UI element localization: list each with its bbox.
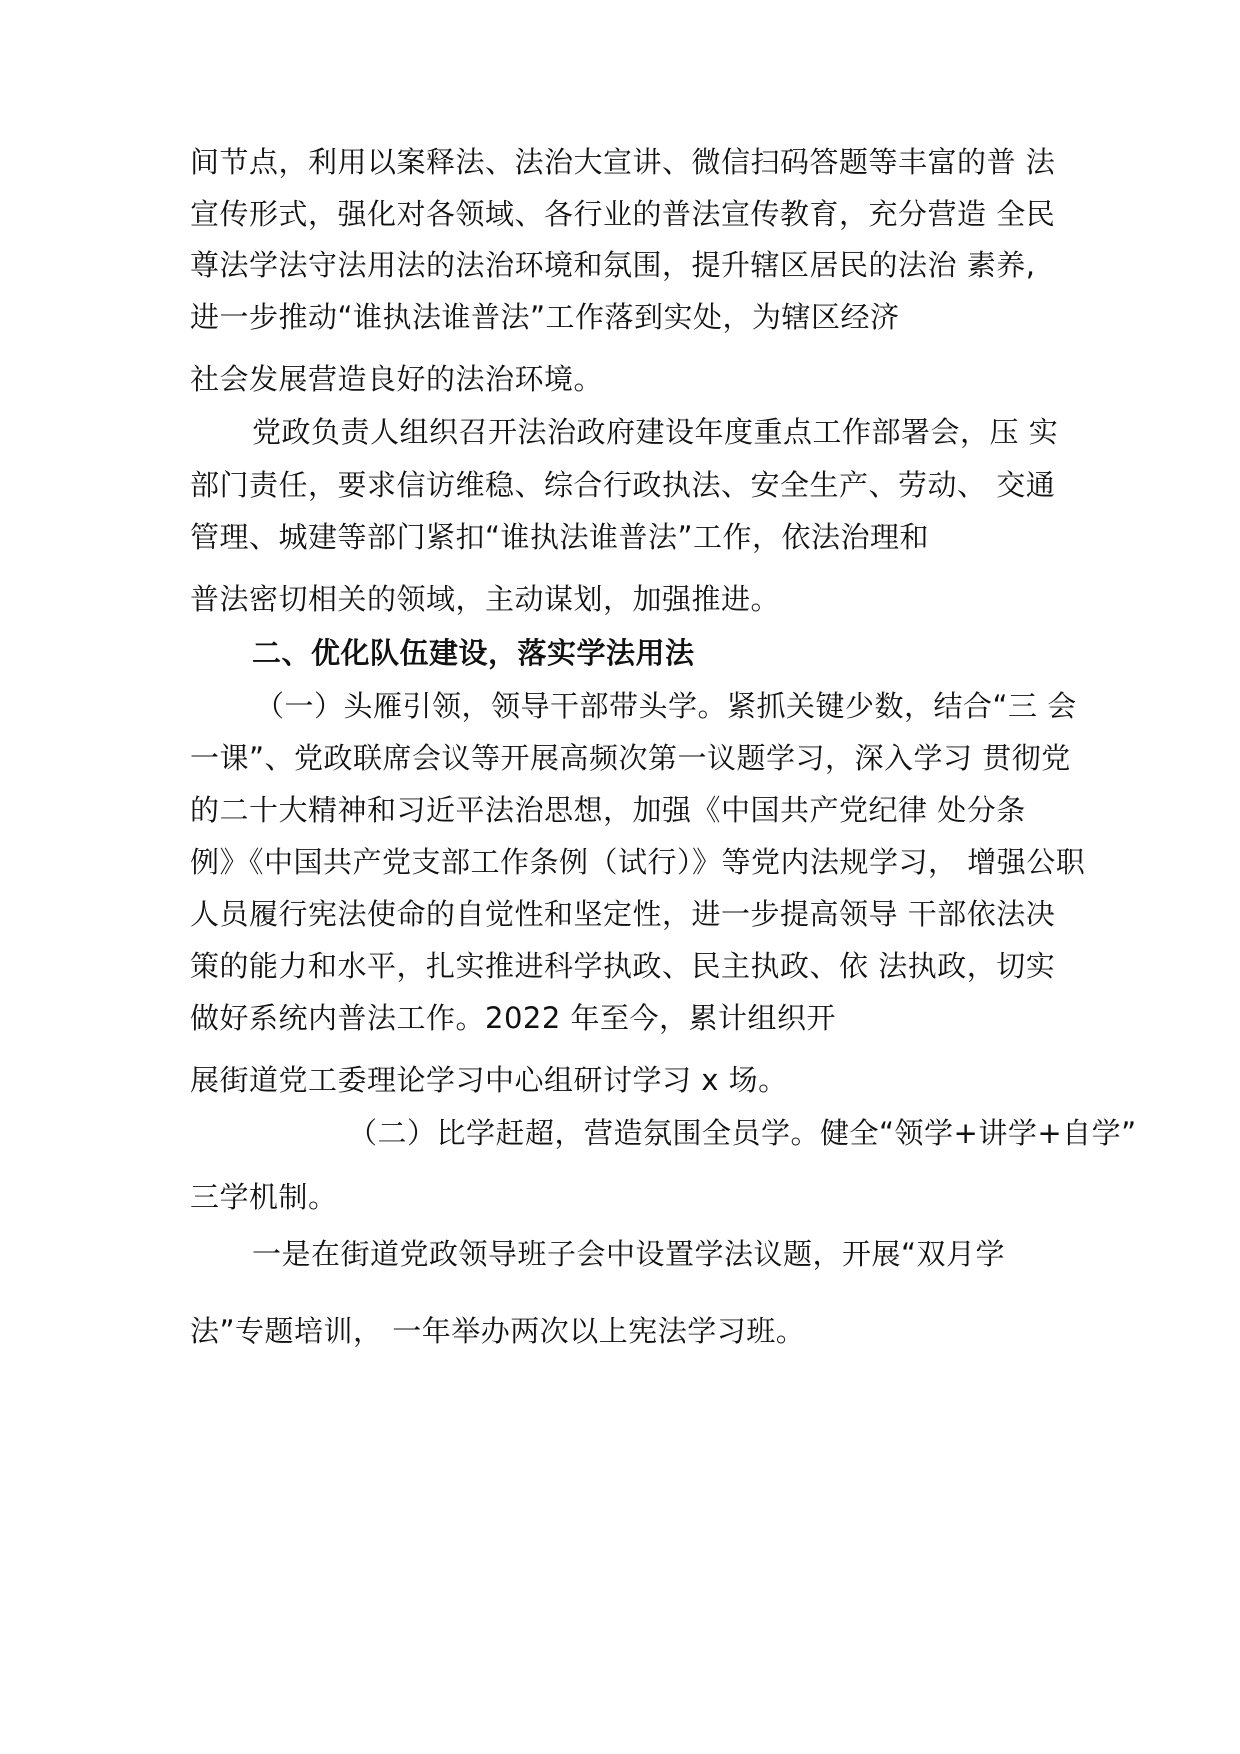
paragraph-line-12: 的二十大精神和习近平法治思想，加强《中国共产党纪律 处分条 — [190, 793, 1026, 827]
paragraph-line-15: 策的能力和水平，扎实推进科学执政、民主执政、依 法执政，切实 — [190, 949, 1056, 983]
paragraph-line-16: 做好系统内普法工作。2022 年至今，累计组织开 — [190, 1001, 837, 1035]
paragraph-line-11: 一课”、党政联席会议等开展高频次第一议题学习，深入学习 贯彻党 — [190, 741, 1071, 775]
paragraph-line-8: 管理、城建等部门紧扣“谁执法谁普法”工作，依法治理和 — [190, 520, 930, 554]
paragraph-line-17: 展街道党工委理论学习中心组研讨学习 x 场。 — [190, 1063, 788, 1097]
paragraph-line-7: 部门责任，要求信访维稳、综合行政执法、安全生产、劳动、 交通 — [190, 468, 1056, 502]
section-heading: 二、优化队伍建设，落实学法用法 — [252, 636, 695, 670]
paragraph-line-5: 社会发展营造良好的法治环境。 — [190, 362, 604, 396]
paragraph-line-2: 宣传形式，强化对各领域、各行业的普法宣传教育，充分营造 全民 — [190, 197, 1056, 231]
paragraph-line-3: 尊法学法守法用法的法治环境和氛围，提升辖区居民的法治 素养, — [190, 248, 1036, 282]
paragraph-line-9: 普法密切相关的领域，主动谋划，加强推进。 — [190, 582, 781, 616]
paragraph-line-4: 进一步推动“谁执法谁普法”工作落到实处，为辖区经济 — [190, 300, 900, 334]
paragraph-line-10: （一）头雁引领，领导干部带头学。紧抓关键少数，结合“三 会 — [255, 689, 1077, 723]
paragraph-line-14: 人员履行宪法使命的自觉性和坚定性，进一步提高领导 干部依法决 — [190, 897, 1056, 931]
paragraph-line-21: 法”专题培训， 一年举办两次以上宪法学习班。 — [190, 1314, 806, 1348]
paragraph-line-20: 一是在街道党政领导班子会中设置学法议题，开展“双月学 — [252, 1237, 1006, 1271]
paragraph-line-1: 间节点，利用以案释法、法治大宣讲、微信扫码答题等丰富的普 法 — [190, 145, 1056, 179]
paragraph-line-13: 例》《中国共产党支部工作条例（试行）》等党内法规学习， 增强公职 — [190, 845, 1086, 879]
paragraph-line-19: 三学机制。 — [190, 1180, 338, 1214]
paragraph-line-6: 党政负责人组织召开法治政府建设年度重点工作部署会，压 实 — [252, 415, 1059, 449]
paragraph-line-18: （二）比学赶超，营造氛围全员学。健全“领学+讲学+自学” — [348, 1116, 1137, 1150]
